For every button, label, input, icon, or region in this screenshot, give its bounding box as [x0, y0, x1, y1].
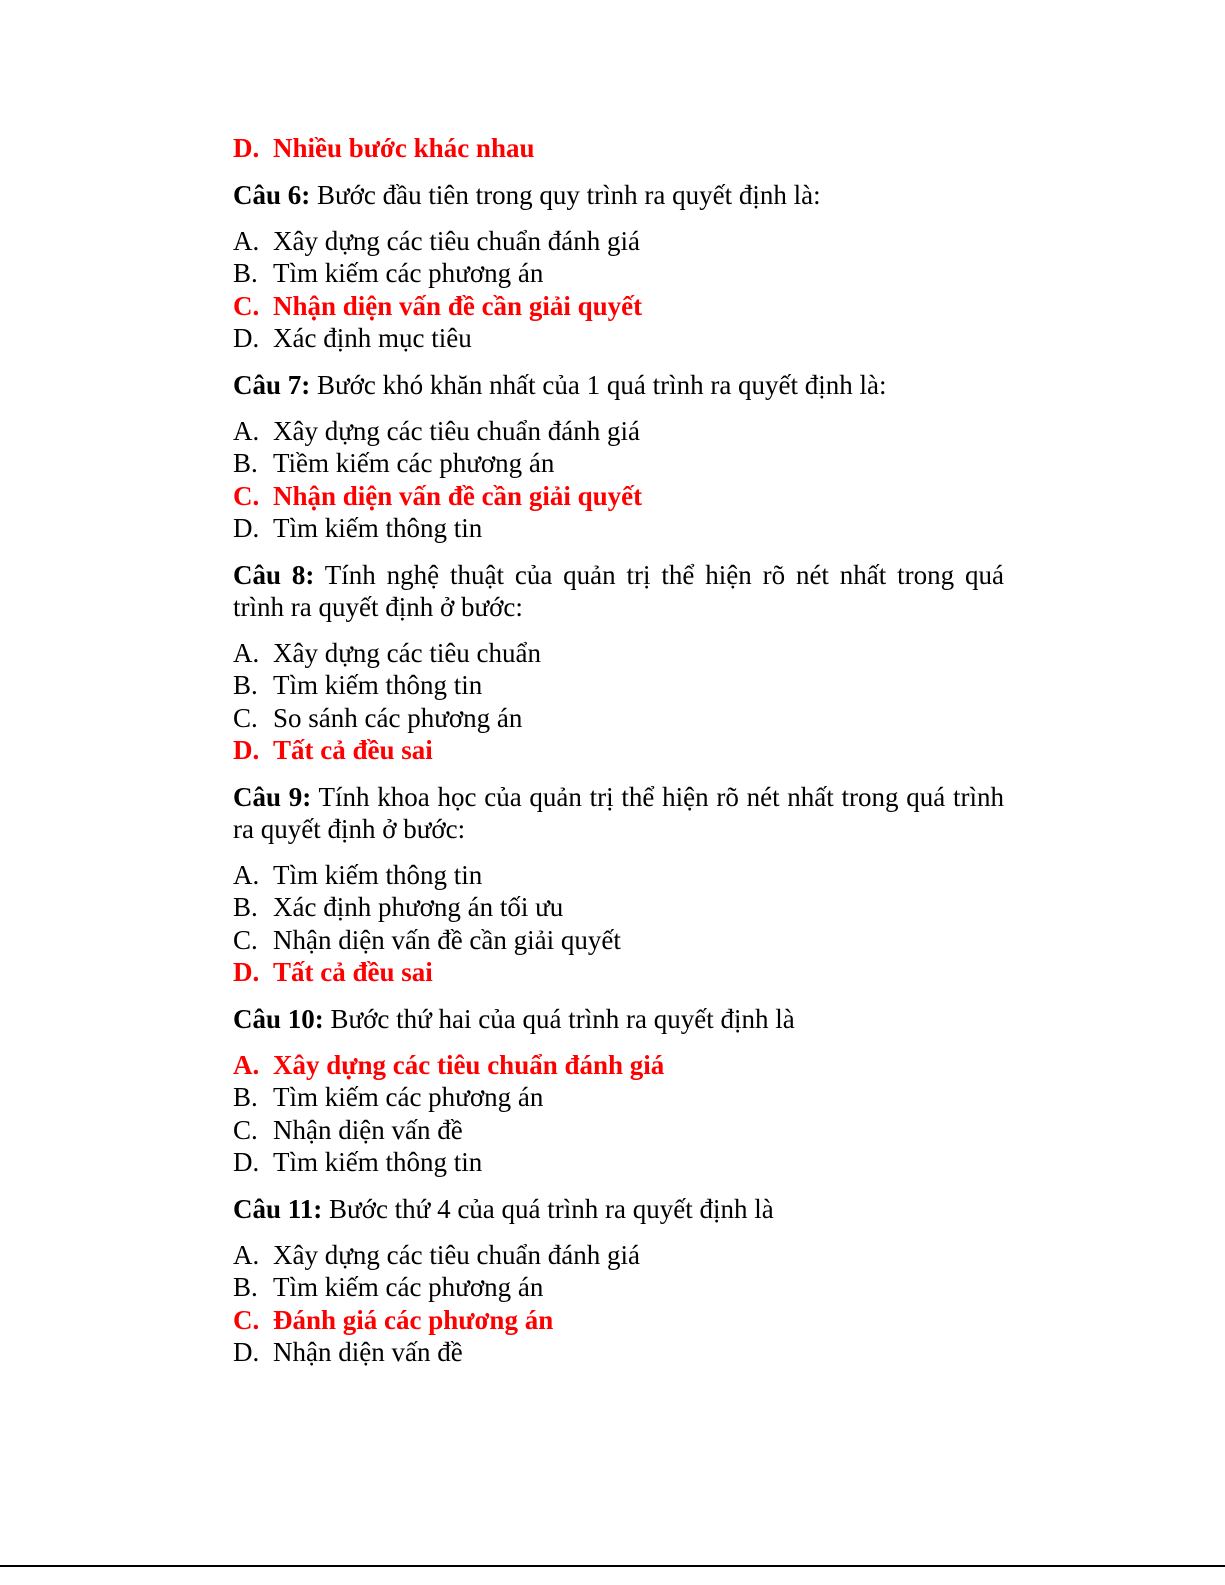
- option-text: Nhận diện vấn đề: [273, 1337, 463, 1367]
- answer-option: [233, 1239, 1004, 1272]
- question-label: Câu 10:: [233, 1003, 324, 1034]
- option-letter: A.: [233, 1049, 260, 1080]
- answer-option: [233, 1146, 1004, 1179]
- answer-option: [233, 859, 1004, 892]
- option-letter: C.: [233, 480, 260, 511]
- document-page: [233, 132, 1004, 1383]
- option-letter: C.: [233, 924, 258, 955]
- option-text: Xây dựng các tiêu chuẩn: [273, 637, 542, 668]
- answer-option: [233, 1081, 1004, 1114]
- option-text: Đánh giá các phương án: [273, 1304, 554, 1335]
- question-text: Tính khoa học của quản trị thể hiện rõ nét nhất trong quá trình ra quyết định ở bước:: [233, 781, 1004, 844]
- option-letter: A.: [233, 637, 260, 668]
- option-text: Xây dựng các tiêu chuẩn đánh giá: [273, 225, 640, 256]
- option-text: Tìm kiếm các phương án: [273, 258, 544, 288]
- answer-option: [233, 1114, 1004, 1147]
- option-letter: D.: [233, 323, 260, 353]
- option-list: [233, 415, 1004, 545]
- option-text: Nhiều bước khác nhau: [273, 133, 535, 163]
- option-letter: A.: [233, 225, 260, 256]
- option-text: Tìm kiếm thông tin: [273, 1147, 483, 1177]
- option-letter: B.: [233, 1272, 258, 1302]
- answer-option: [233, 924, 1004, 957]
- answer-option-correct: [233, 734, 1004, 767]
- option-text: Tìm kiếm thông tin: [273, 513, 483, 543]
- option-letter: A.: [233, 415, 260, 446]
- option-list: [233, 859, 1004, 989]
- option-text: Xác định phương án tối ưu: [273, 892, 564, 922]
- option-text: Tìm kiếm các phương án: [273, 1082, 544, 1112]
- option-letter: D.: [233, 133, 260, 163]
- option-text: Xây dựng các tiêu chuẩn đánh giá: [273, 1239, 640, 1270]
- option-letter: D.: [233, 1337, 260, 1367]
- option-list: [233, 1049, 1004, 1179]
- question-label: Câu 11:: [233, 1193, 323, 1224]
- option-letter: B.: [233, 258, 258, 288]
- option-letter: B.: [233, 670, 258, 700]
- question-label: Câu 9:: [233, 781, 312, 812]
- question-6: [233, 179, 1004, 211]
- question-text: Bước thứ hai của quá trình ra quyết định là: [330, 1003, 795, 1034]
- question-text: Bước thứ 4 của quá trình ra quyết định là: [329, 1193, 774, 1224]
- option-letter: C.: [233, 702, 258, 733]
- answer-option: [233, 637, 1004, 670]
- option-text: Nhận diện vấn đề cần giải quyết: [273, 480, 643, 511]
- option-letter: D.: [233, 1147, 260, 1177]
- page-bottom-divider: [0, 1565, 1225, 1567]
- question-text: Bước đầu tiên trong quy trình ra quyết định là:: [317, 179, 821, 210]
- option-text: So sánh các phương án: [273, 702, 523, 733]
- answer-option-correct: [233, 290, 1004, 323]
- question-label: Câu 6:: [233, 179, 311, 210]
- question-8: [233, 559, 1004, 623]
- option-text: Xác định mục tiêu: [273, 323, 472, 353]
- option-letter: A.: [233, 1239, 260, 1270]
- option-text: Nhận diện vấn đề: [273, 1114, 463, 1145]
- option-letter: C.: [233, 1304, 260, 1335]
- option-text: Xây dựng các tiêu chuẩn đánh giá: [273, 1049, 665, 1080]
- answer-option: [233, 1336, 1004, 1369]
- answer-option: [233, 669, 1004, 702]
- option-letter: C.: [233, 290, 260, 321]
- option-list: [233, 637, 1004, 767]
- option-letter: D.: [233, 513, 260, 543]
- question-text: Tính nghệ thuật của quản trị thể hiện rõ nét nhất trong quá trình ra quyết định ở bước:: [233, 559, 1004, 622]
- question-9: [233, 781, 1004, 845]
- option-text: Tất cả đều sai: [273, 957, 433, 987]
- question-label: Câu 7:: [233, 369, 311, 400]
- answer-option-correct: [233, 956, 1004, 989]
- option-text: Nhận diện vấn đề cần giải quyết: [273, 924, 621, 955]
- option-text: Tiềm kiếm các phương án: [273, 448, 555, 478]
- option-letter: B.: [233, 892, 258, 922]
- answer-option: [233, 891, 1004, 924]
- option-list: [233, 225, 1004, 355]
- question-11: [233, 1193, 1004, 1225]
- option-text: Nhận diện vấn đề cần giải quyết: [273, 290, 643, 321]
- option-letter: D.: [233, 957, 260, 987]
- option-list: [233, 1239, 1004, 1369]
- answer-option: [233, 447, 1004, 480]
- answer-option: [233, 257, 1004, 290]
- answer-option: [233, 322, 1004, 355]
- answer-option-correct: [233, 1304, 1004, 1337]
- option-letter: B.: [233, 1082, 258, 1112]
- option-text: Xây dựng các tiêu chuẩn đánh giá: [273, 415, 640, 446]
- option-letter: D.: [233, 735, 260, 765]
- answer-option-correct: [233, 480, 1004, 513]
- option-text: Tìm kiếm các phương án: [273, 1272, 544, 1302]
- answer-option: [233, 1271, 1004, 1304]
- answer-option-correct: [233, 132, 1004, 165]
- answer-option: [233, 702, 1004, 735]
- question-label: Câu 8:: [233, 559, 315, 590]
- option-text: Tất cả đều sai: [273, 735, 433, 765]
- question-10: [233, 1003, 1004, 1035]
- option-text: Tìm kiếm thông tin: [273, 859, 483, 890]
- answer-option: [233, 415, 1004, 448]
- option-letter: B.: [233, 448, 258, 478]
- answer-option: [233, 225, 1004, 258]
- answer-option: [233, 512, 1004, 545]
- option-text: Tìm kiếm thông tin: [273, 670, 483, 700]
- answer-option-correct: [233, 1049, 1004, 1082]
- question-text: Bước khó khăn nhất của 1 quá trình ra quyết định là:: [317, 369, 887, 400]
- option-letter: C.: [233, 1114, 258, 1145]
- question-7: [233, 369, 1004, 401]
- option-letter: A.: [233, 859, 260, 890]
